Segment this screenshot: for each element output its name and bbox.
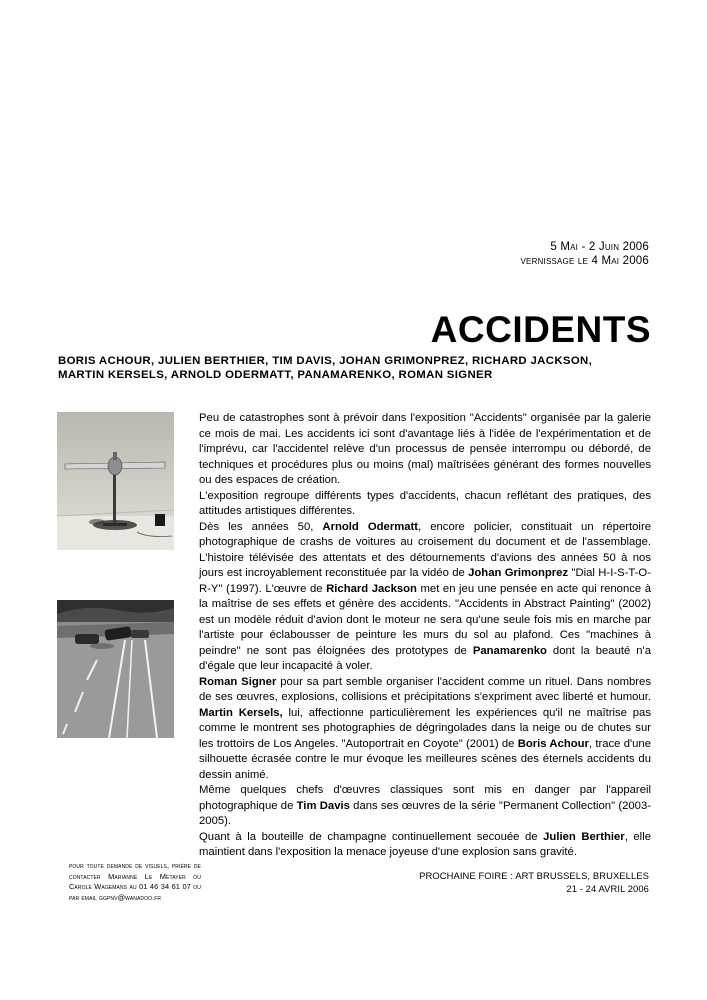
exhibition-title: ACCIDENTS: [430, 309, 651, 350]
paragraph-davis: Même quelques chefs d'œuvres classiques sont mis en danger par l'appareil photographique de Tim Davis dans ses œuvres de la série "Permanent Collection" (2003-2005).: [199, 784, 651, 827]
car-crash-image: [57, 600, 174, 738]
paragraph-intro: Peu de catastrophes sont à prévoir dans l'exposition "Accidents" organisée par la galerie ce mois de mai. Les accidents ici sont d'avantage liés à l'idée de l'expérimentation et de l'imprévu, car l'accidentel relève d'un processus de pensée interrompu ou débordé, de techniques et procédures plus ou moins (mal) maîtrisées générant des formes nouvelles ou des espaces de création.: [199, 412, 651, 486]
airplane-artwork-photo: [57, 412, 174, 550]
car-crash-photo: [57, 600, 174, 738]
next-fair-dates: 21 - 24 AVRIL 2006: [566, 882, 649, 894]
artist-name: Tim Davis: [296, 799, 350, 812]
next-fair-name: PROCHAINE FOIRE : ART BRUSSELS, BRUXELLES: [419, 870, 649, 881]
paragraph-signer-kersels-achour: Roman Signer pour sa part semble organiser l'accident comme un rituel. Dans nombres de ses œuvres, explosions, collisions et précipitations s'expriment avec liberté et humour. Martin Kersels, lui, affectionne particulièrement les expériences qu'il ne maîtrise pas comme le montrent ses photographies de dégringolades dans la neige ou de chutes sur les trottoirs de Los Angeles. "Autoportrait en Coyote" (2001) de Boris Achour, trace d'une silhouette écrasée contre le mur évoque les meilleures scènes des éternels accidents du dessin animé.: [199, 675, 651, 781]
paragraph-berthier: Quant à la bouteille de champagne continuellement secouée de Julien Berthier, elle maintient dans l'exposition la menace joyeuse d'une explosion sans gravité.: [199, 830, 651, 858]
artist-name: Panamarenko: [472, 644, 547, 657]
date-range: 5 Mai - 2 Juin 2006: [550, 241, 649, 253]
vernissage-date: vernissage le 4 Mai 2006: [520, 254, 649, 267]
artist-list: [58, 354, 653, 382]
press-release-body: [199, 411, 651, 861]
paragraph-odermatt-grimonprez-jackson: Dès les années 50, Arnold Odermatt, encore policier, constituait un répertoire photographique de crashs de voitures au croisement du document et de l'assemblage. L'histoire télévisée des attentats et des détournements d'avions des années 50 à nos jours est incroyablement reconstituée par la vidéo de Johan Grimonprez "Dial H-I-S-T-O-R-Y" (1997). L'œuvre de Richard Jackson met en jeu une pensée en acte qui renonce à la maîtrise de ses effets et génère des accidents. "Accidents in Abstract Painting" (2002) est un modèle réduit d'avion dont le moteur ne sera qu'une seule fois mis en marche par l'artiste pour éclabousser de peinture les murs du sol au plafond. Ces "machines à peindre" ne sont pas éloignées des prototypes de Panamarenko dont la beauté n'a d'égale que leur incapacité à voler.: [199, 520, 651, 672]
artist-name: Martin Kersels,: [199, 706, 283, 719]
paragraph-types: L'exposition regroupe différents types d'accidents, chacun reflétant des pratiques, des attitudes artistiques différentes.: [199, 489, 651, 517]
press-contact-info: pour toute demande de visuels, prière de contacter Marianne Le Métayer ou Carole Wagemans au 01 46 34 61 07 ou par email ggpnv@wanadoo.fr: [69, 861, 201, 902]
artist-name: Arnold Odermatt: [322, 520, 419, 533]
artist-name: Johan Grimonprez: [468, 567, 569, 579]
next-fair-info: [419, 870, 649, 895]
artist-name: Julien Berthier: [543, 830, 625, 843]
artist-list-line-1: BORIS ACHOUR, JULIEN BERTHIER, TIM DAVIS, JOHAN GRIMONPREZ, RICHARD JACKSON,: [58, 355, 593, 367]
exhibition-dates: [521, 241, 650, 268]
artist-list-line-2: MARTIN KERSELS, ARNOLD ODERMATT, PANAMARENKO, ROMAN SIGNER: [58, 369, 493, 381]
artist-name: Richard Jackson: [326, 582, 417, 595]
artist-name: Roman Signer: [199, 675, 277, 688]
artist-name: Boris Achour: [517, 737, 589, 750]
airplane-artwork-image: [57, 412, 174, 550]
